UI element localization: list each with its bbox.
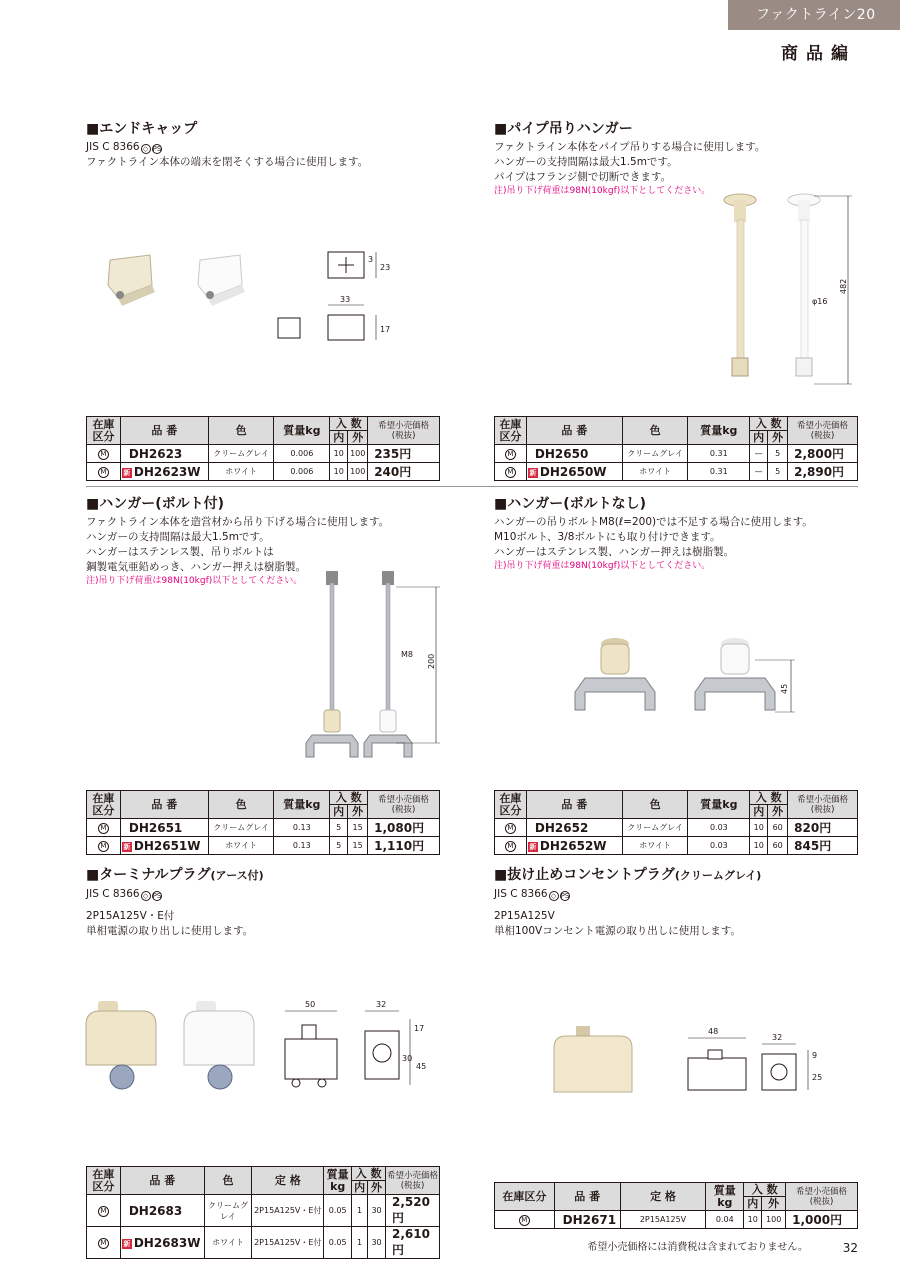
table-row: M DH2651 クリームグレイ 0.13 5 15 1,080円 <box>87 819 440 837</box>
jis-standard: JIS C 8366 <box>86 141 140 153</box>
table-row: M DH2671 2P15A125V 0.04 10 100 1,000円 <box>495 1211 858 1229</box>
endcap-drawing <box>278 252 376 340</box>
note-text: 注)吊り下げ荷重は98N(10kgf)以下としてください。 <box>494 186 711 196</box>
page-number: 32 <box>842 1241 858 1255</box>
description-line: ハンガーの吊りボルトM8(ℓ=200)では不足する場合に使用します。 <box>494 516 813 528</box>
terminal-plug-illustration <box>80 995 440 1125</box>
dim-width: 48 <box>708 1027 719 1036</box>
jis-mark-icon: ◇ <box>141 891 151 901</box>
section-title: ■パイプ吊りハンガー <box>494 121 633 137</box>
dim-mid: 30 <box>402 1054 413 1063</box>
hanger-nobolt-image-white <box>695 638 775 710</box>
description-line: 2P15A125V・E付 <box>86 910 175 922</box>
dim-depth: 17 <box>380 325 391 334</box>
dim-depth: 32 <box>772 1033 783 1042</box>
new-badge: 新 <box>529 842 537 851</box>
endcap-table: 在庫 区分 品 番 色 質量kg 入 数 希望小売価格 (税抜) 内 外 M DH2623 クリームグレイ 0.006 10 100 235円 M 新 DH2623W ホワイト 0.006 10 100 240円 <box>86 416 440 481</box>
new-badge: 新 <box>529 468 537 477</box>
description-line: ハンガーはステンレス製、ハンガー押えは樹脂製。 <box>494 546 735 558</box>
jis-mark-icon: ◇ <box>549 891 559 901</box>
stock-m-icon: M <box>98 841 109 852</box>
tax-note: 希望小売価格には消費税は含まれておりません。 <box>587 1242 808 1253</box>
table-row: M 新 DH2623W ホワイト 0.006 10 100 240円 <box>87 463 440 481</box>
pipe-hanger-image-white <box>788 194 820 376</box>
section-hanger-nobolt <box>494 495 813 573</box>
dim-diameter: φ16 <box>812 297 828 306</box>
pipe-hanger-illustration <box>710 190 860 395</box>
pipe-hanger-image-cream <box>724 194 756 376</box>
section-title: ■抜け止めコンセントプラグ(クリームグレイ) <box>494 867 762 883</box>
table-row: M DH2683 クリームグレイ 2P15A125V・E付 0.05 1 30 2,520円 <box>87 1195 440 1227</box>
stock-m-icon: M <box>98 467 109 478</box>
stock-m-icon: M <box>98 823 109 834</box>
table-row: M 新 DH2650W ホワイト 0.31 — 5 2,890円 <box>495 463 858 481</box>
dim-small: 3 <box>368 255 374 264</box>
hanger-nobolt-image-cream <box>575 638 655 710</box>
page-subtitle: 商品編 <box>781 44 856 64</box>
description-line: ハンガーはステンレス製、吊りボルトは <box>86 546 274 558</box>
terminal-plug-image-cream <box>86 1001 156 1089</box>
lock-plug-drawing <box>688 1038 808 1090</box>
description-line: 単相電源の取り出しに使用します。 <box>86 925 254 937</box>
stock-m-icon: M <box>519 1215 530 1226</box>
new-badge: 新 <box>123 1239 131 1248</box>
description-line: 単相100Vコンセント電源の取り出しに使用します。 <box>494 925 741 937</box>
endcap-product-image-cream <box>108 255 155 306</box>
section-lock-plug <box>494 866 761 939</box>
section-title: ■ハンガー(ボルトなし) <box>494 496 647 512</box>
hanger-bolt-image-white <box>364 571 412 757</box>
terminal-plug-drawing <box>285 1011 413 1087</box>
new-badge: 新 <box>123 842 131 851</box>
stock-m-icon: M <box>98 1206 109 1217</box>
lock-plug-table: 在庫区分 品 番 定 格 質量 kg 入 数 希望小売価格 (税抜) 内 外 M DH2671 2P15A125V 0.04 10 100 1,000円 <box>494 1182 858 1229</box>
stock-m-icon: M <box>98 1238 109 1249</box>
description-line: ハンガーの支持間隔は最大1.5mです。 <box>494 156 678 168</box>
dim-height: 45 <box>416 1062 427 1071</box>
endcap-illustration <box>100 240 390 350</box>
description-line: ハンガーの支持間隔は最大1.5mです。 <box>86 531 270 543</box>
section-title: ■ハンガー(ボルト付) <box>86 496 225 512</box>
series-tab: ファクトライン20 <box>728 0 900 30</box>
hanger-nobolt-illustration <box>565 630 805 730</box>
table-row: M DH2652 クリームグレイ 0.03 10 60 820円 <box>495 819 858 837</box>
stock-m-icon: M <box>98 449 109 460</box>
description-line: ファクトライン本体の端末を閉そくする場合に使用します。 <box>86 156 369 168</box>
dim-bolt-size: M8 <box>401 650 413 659</box>
table-row: M 新 DH2652W ホワイト 0.03 10 60 845円 <box>495 837 858 855</box>
description-line: ファクトライン本体をパイプ吊りする場合に使用します。 <box>494 141 766 153</box>
lock-plug-illustration <box>550 1022 830 1112</box>
dim-length: 482 <box>839 278 848 294</box>
table-row: M DH2650 クリームグレイ 0.31 — 5 2,800円 <box>495 445 858 463</box>
divider <box>86 486 858 487</box>
jis-standard: JIS C 8366 <box>494 888 548 900</box>
dim-width: 50 <box>305 1000 316 1009</box>
note-text: 注)吊り下げ荷重は98N(10kgf)以下としてください。 <box>494 561 711 571</box>
stock-m-icon: M <box>505 841 516 852</box>
pse-mark-icon: PS <box>560 892 570 900</box>
description-line: ファクトライン本体を造営材から吊り下げる場合に使用します。 <box>86 516 390 528</box>
hanger-bolt-illustration <box>300 565 450 765</box>
dim-height: 45 <box>780 683 789 694</box>
section-title: ■エンドキャップ <box>86 121 198 137</box>
terminal-plug-image-white <box>184 1001 254 1089</box>
description-line: M10ボルト、3/8ボルトにも取り付けできます。 <box>494 531 721 543</box>
dim-top: 17 <box>414 1024 425 1033</box>
hanger-bolt-image-cream <box>306 571 358 757</box>
note-text: 注)吊り下げ荷重は98N(10kgf)以下としてください。 <box>86 576 303 586</box>
terminal-plug-table: 在庫 区分 品 番 色 定 格 質量 kg 入 数 希望小売価格 (税抜) 内 外 M DH2683 クリームグレイ 2P15A125V・E付 0.05 1 30 2,520円 M 新 DH2683W ホワイト 2P15A125V・E付 0.05 1 30 2,610円 <box>86 1166 440 1259</box>
description-line: 鋼製電気亜鉛めっき、ハンガー押えは樹脂製。 <box>86 561 306 573</box>
lock-plug-image <box>554 1026 632 1092</box>
description-line: 2P15A125V <box>494 910 555 922</box>
dim-depth: 32 <box>376 1000 387 1009</box>
table-row: M 新 DH2683W ホワイト 2P15A125V・E付 0.05 1 30 2,610円 <box>87 1227 440 1259</box>
jis-mark-icon: ◇ <box>141 144 151 154</box>
table-row: M DH2623 クリームグレイ 0.006 10 100 235円 <box>87 445 440 463</box>
new-badge: 新 <box>123 468 131 477</box>
dim-top: 9 <box>812 1051 818 1060</box>
section-terminal-plug <box>86 866 264 939</box>
section-title: ■ターミナルプラグ(アース付) <box>86 867 264 883</box>
table-row: M 新 DH2651W ホワイト 0.13 5 15 1,110円 <box>87 837 440 855</box>
pipe-hanger-table: 在庫 区分 品 番 色 質量kg 入 数 希望小売価格 (税抜) 内 外 M DH2650 クリームグレイ 0.31 — 5 2,800円 M 新 DH2650W ホワイト 0.31 — 5 2,890円 <box>494 416 858 481</box>
stock-m-icon: M <box>505 467 516 478</box>
section-pipe-hanger <box>494 120 765 198</box>
dim-height: 23 <box>380 263 391 272</box>
pse-mark-icon: PS <box>152 145 162 153</box>
hanger-nobolt-table: 在庫 区分 品 番 色 質量kg 入 数 希望小売価格 (税抜) 内 外 M DH2652 クリームグレイ 0.03 10 60 820円 M 新 DH2652W ホワイト 0.03 10 60 845円 <box>494 790 858 855</box>
dim-height: 25 <box>812 1073 823 1082</box>
stock-m-icon: M <box>505 823 516 834</box>
dim-width: 33 <box>340 295 351 304</box>
stock-m-icon: M <box>505 449 516 460</box>
section-endcap <box>86 120 368 170</box>
hanger-bolt-table: 在庫 区分 品 番 色 質量kg 入 数 希望小売価格 (税抜) 内 外 M DH2651 クリームグレイ 0.13 5 15 1,080円 M 新 DH2651W ホワイト 0.13 5 15 1,110円 <box>86 790 440 855</box>
dim-length: 200 <box>427 653 436 669</box>
jis-standard: JIS C 8366 <box>86 888 140 900</box>
endcap-product-image-white <box>198 255 245 306</box>
pse-mark-icon: PS <box>152 892 162 900</box>
description-line: パイプはフランジ側で切断できます。 <box>494 171 672 183</box>
